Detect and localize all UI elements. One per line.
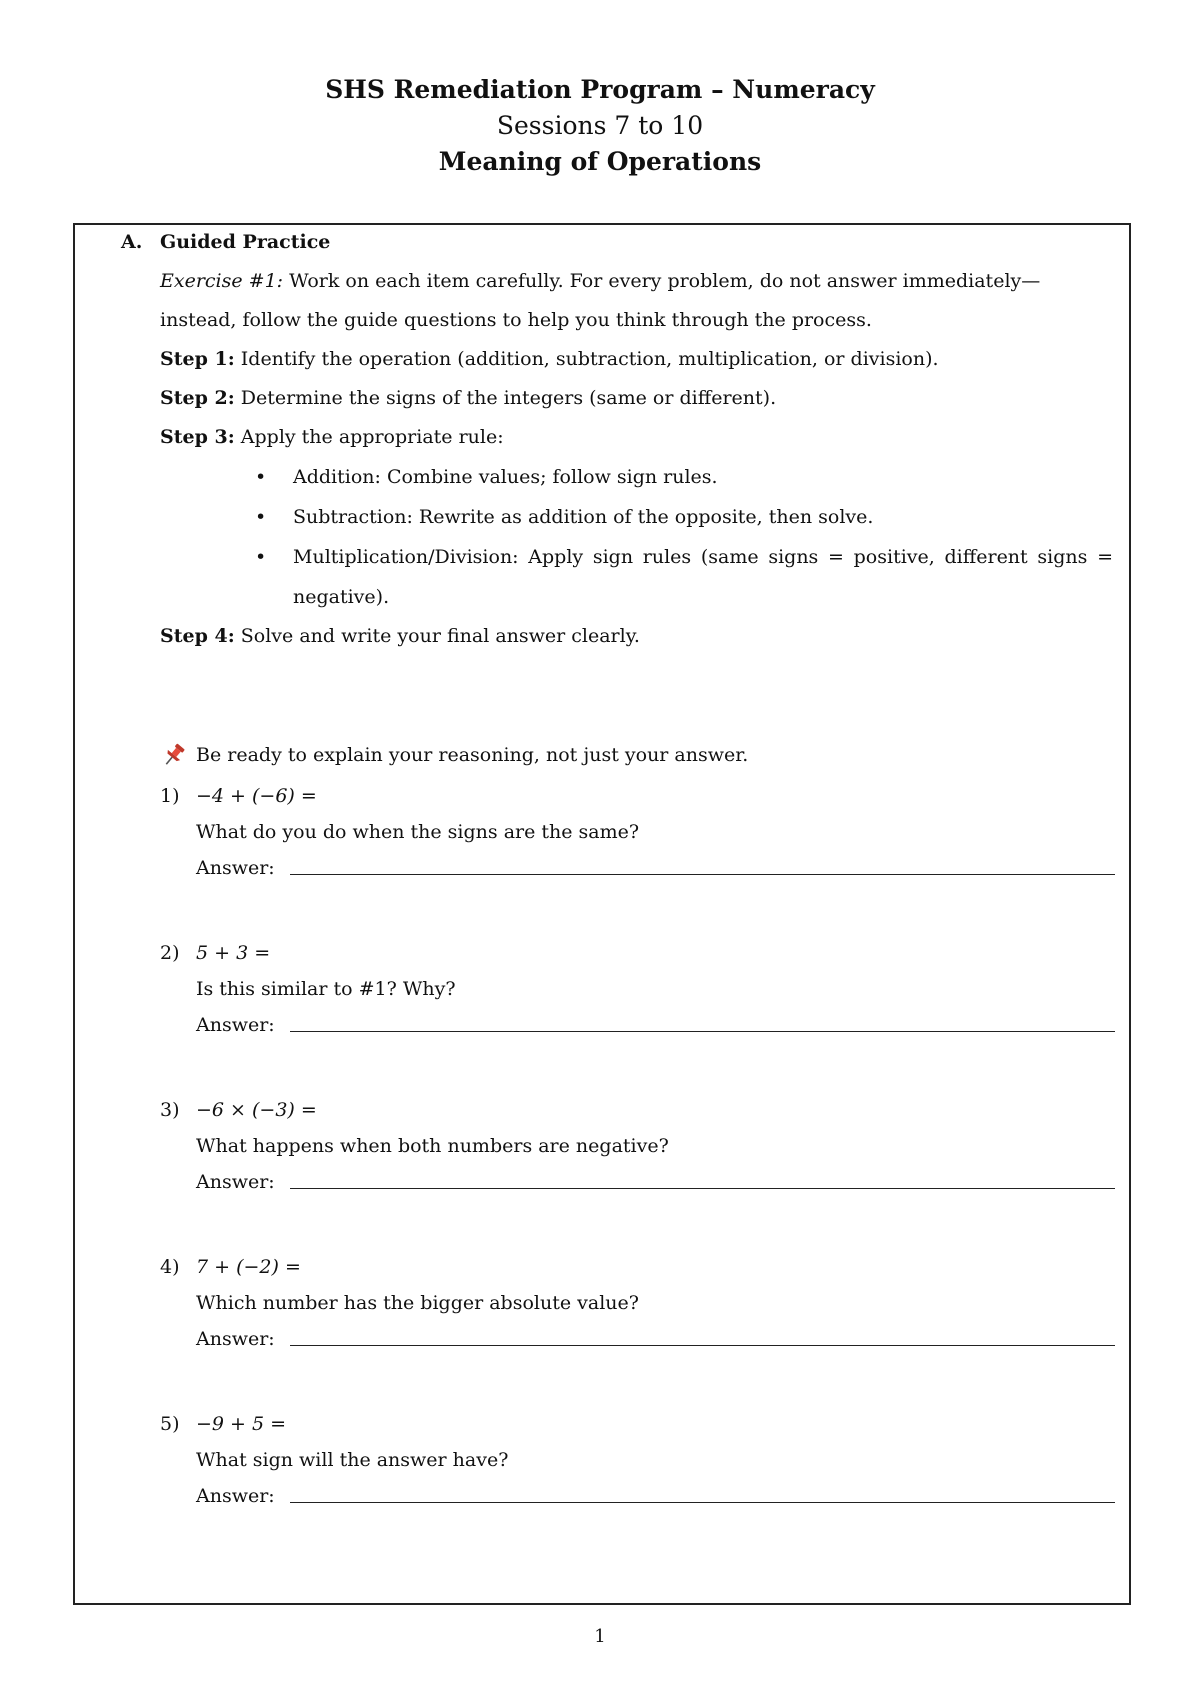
step-text: Identify the operation (addition, subtraction, multiplication, or division). — [234, 348, 939, 370]
exercise-label: Exercise #1: — [160, 270, 284, 292]
document-header — [0, 72, 1200, 180]
answer-label: Answer: — [196, 857, 275, 879]
answer-blank[interactable] — [290, 1031, 1115, 1032]
bullet-dot: • — [255, 506, 267, 528]
section-title: Guided Practice — [160, 231, 331, 253]
answer-blank[interactable] — [290, 1188, 1115, 1189]
answer-label: Answer: — [196, 1171, 275, 1193]
bullet-dot: • — [255, 546, 267, 568]
question-number: 3) — [160, 1099, 180, 1121]
answer-label: Answer: — [196, 1485, 275, 1507]
question-expression: −6 × (−3) = — [196, 1099, 317, 1121]
answer-label: Answer: — [196, 1328, 275, 1350]
step-4 — [160, 623, 640, 649]
sessions-subtitle: Sessions 7 to 10 — [496, 111, 704, 140]
guide-question: Is this similar to #1? Why? — [196, 978, 456, 1000]
question-expression: −4 + (−6) = — [196, 785, 317, 807]
exercise-intro-text: Work on each item carefully. For every problem, do not answer immediately— — [283, 270, 1041, 292]
step-label: Step 4: — [160, 625, 235, 647]
question-expression: 5 + 3 = — [196, 942, 271, 964]
step-text: Determine the signs of the integers (same or different). — [234, 387, 777, 409]
step-text: Apply the appropriate rule: — [234, 426, 504, 448]
exercise-intro-line-1 — [160, 268, 1040, 294]
bullet-multiplication-division: Multiplication/Division: Apply sign rules (same signs = positive, different signs = negative). — [293, 546, 1113, 608]
guide-question: What sign will the answer have? — [196, 1449, 509, 1471]
topic-title: Meaning of Operations — [438, 147, 762, 176]
question-expression: −9 + 5 = — [196, 1413, 287, 1435]
bullet-addition: Addition: Combine values; follow sign rules. — [293, 466, 718, 488]
worksheet-frame — [73, 223, 1131, 1605]
page-number: 1 — [594, 1626, 606, 1647]
reminder-text: Be ready to explain your reasoning, not just your answer. — [196, 744, 749, 766]
step-label: Step 3: — [160, 426, 235, 448]
answer-blank[interactable] — [290, 874, 1115, 875]
program-title: SHS Remediation Program – Numeracy — [325, 75, 875, 104]
answer-blank[interactable] — [290, 1502, 1115, 1503]
guide-question: What happens when both numbers are negative? — [196, 1135, 669, 1157]
step-2 — [160, 385, 776, 411]
bullet-subtraction: Subtraction: Rewrite as addition of the opposite, then solve. — [293, 506, 874, 528]
guide-question: What do you do when the signs are the same? — [196, 821, 640, 843]
question-number: 5) — [160, 1413, 180, 1435]
question-expression: 7 + (−2) = — [196, 1256, 301, 1278]
answer-label: Answer: — [196, 1014, 275, 1036]
step-label: Step 2: — [160, 387, 235, 409]
question-number: 4) — [160, 1256, 180, 1278]
question-number: 1) — [160, 785, 180, 807]
exercise-intro-line-2: instead, follow the guide questions to help you think through the process. — [160, 309, 872, 331]
bullet-dot: • — [255, 466, 267, 488]
step-1 — [160, 346, 939, 372]
section-letter: A. — [121, 231, 143, 253]
guide-question: Which number has the bigger absolute value? — [196, 1292, 639, 1314]
step-label: Step 1: — [160, 348, 235, 370]
step-text: Solve and write your final answer clearly. — [234, 625, 640, 647]
pushpin-icon — [161, 742, 187, 768]
question-number: 2) — [160, 942, 180, 964]
answer-blank[interactable] — [290, 1345, 1115, 1346]
step-3 — [160, 424, 504, 450]
